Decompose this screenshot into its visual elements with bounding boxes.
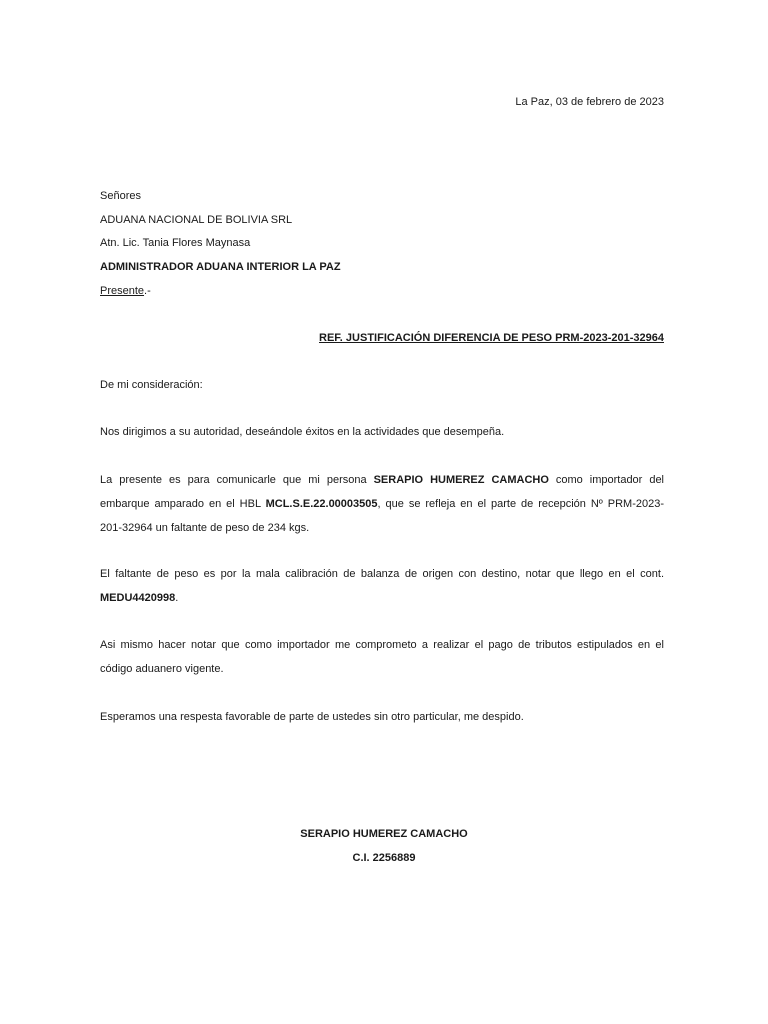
paragraph-4-line-1: Asi mismo hacer notar que como importador me comprometo a realizar el pago de tributos estipulados en el bbox=[100, 639, 664, 651]
signature-name: SERAPIO HUMEREZ CAMACHO bbox=[300, 828, 468, 840]
p2-text-d: embarque amparado en el HBL bbox=[100, 498, 266, 510]
recipient-position: ADMINISTRADOR ADUANA INTERIOR LA PAZ bbox=[100, 261, 341, 273]
recipient-organization: ADUANA NACIONAL DE BOLIVIA SRL bbox=[100, 214, 293, 226]
paragraph-4 bbox=[100, 633, 664, 681]
paragraph-1: Nos dirigimos a su autoridad, deseándole éxitos en la actividades que desempeña. bbox=[100, 426, 505, 438]
paragraph-2-line-3: 201-32964 un faltante de peso de 234 kgs. bbox=[100, 522, 310, 534]
paragraph-2-line-2 bbox=[100, 492, 664, 516]
recipient-attention: Atn. Lic. Tania Flores Maynasa bbox=[100, 237, 251, 249]
presente-line bbox=[100, 284, 151, 298]
paragraph-3-line-2 bbox=[100, 586, 664, 610]
paragraph-4-line-2: código aduanero vigente. bbox=[100, 663, 224, 675]
paragraph-2-line-1 bbox=[100, 468, 664, 492]
paragraph-2 bbox=[100, 468, 664, 540]
p3-period: . bbox=[175, 592, 179, 604]
p2-text-e: , que se refleja en el parte de recepción Nº PRM-2023- bbox=[377, 498, 664, 510]
p2-text-a: La presente es para comunicarle que mi persona bbox=[100, 474, 374, 486]
container-number: MEDU4420998 bbox=[100, 592, 176, 604]
paragraph-5: Esperamos una respesta favorable de parte de ustedes sin otro particular, me despido. bbox=[100, 711, 524, 723]
letter-date: La Paz, 03 de febrero de 2023 bbox=[515, 96, 664, 108]
reference-line: REF. JUSTIFICACIÓN DIFERENCIA DE PESO PRM-2023-201-32964 bbox=[319, 332, 664, 344]
presente-word: Presente bbox=[100, 285, 145, 297]
signature-id: C.I. 2256889 bbox=[352, 852, 416, 864]
importer-name: SERAPIO HUMEREZ CAMACHO bbox=[373, 474, 549, 486]
paragraph-3-line-1: El faltante de peso es por la mala calibración de balanza de origen con destino, notar que llego en el cont. bbox=[100, 568, 664, 580]
p2-text-c: como importador del bbox=[548, 474, 664, 486]
hbl-number: MCL.S.E.22.00003505 bbox=[265, 498, 378, 510]
recipient-salutation: Señores bbox=[100, 190, 141, 202]
paragraph-3 bbox=[100, 562, 664, 610]
greeting: De mi consideración: bbox=[100, 379, 203, 391]
presente-suffix: .- bbox=[144, 285, 151, 297]
